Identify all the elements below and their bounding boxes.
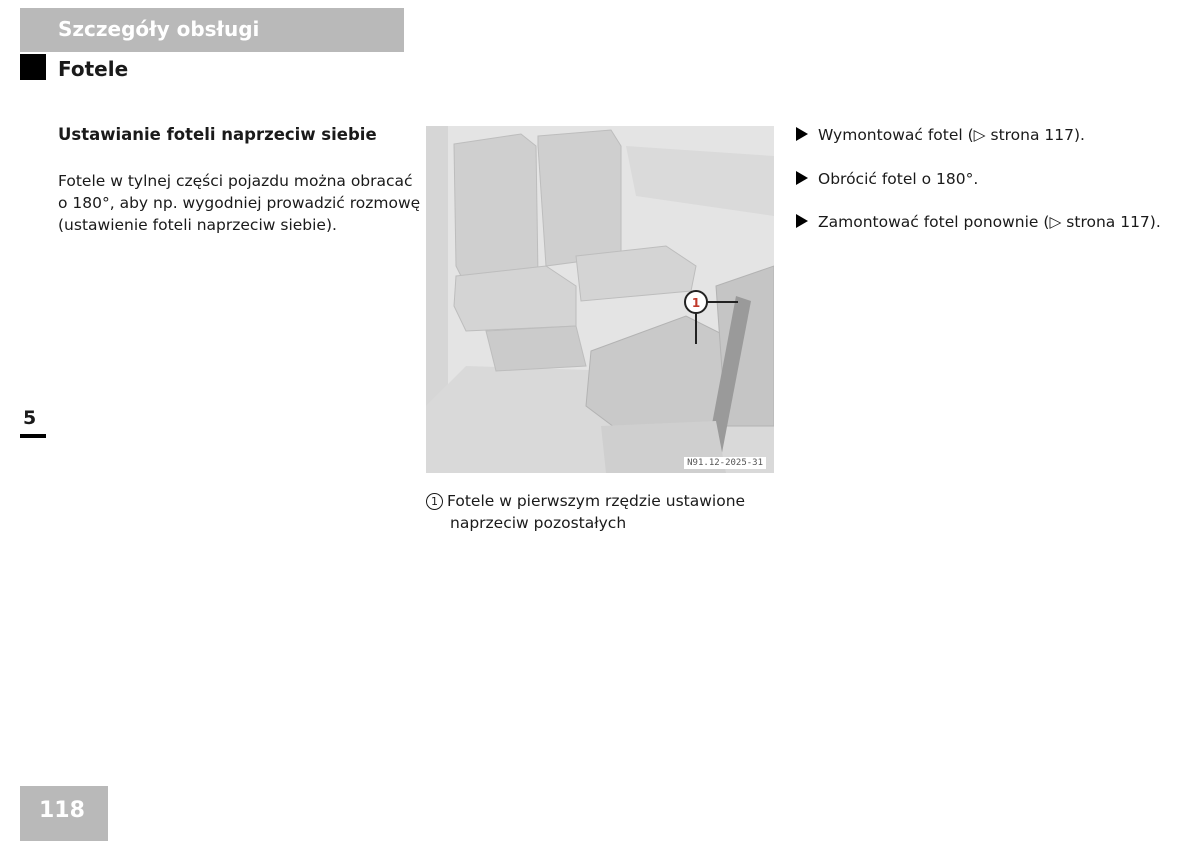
step-text: Zamontować fotel ponownie (▷ strona 117). [818,213,1161,231]
instruction-steps [796,124,1186,255]
page-number: 118 [39,798,85,823]
body-paragraph [58,170,421,236]
body-line: o 180°, aby np. wygodniej prowadzić rozmowę [58,194,421,212]
step-text: Wymontować fotel (▷ strona 117). [818,126,1085,144]
caption-line: Fotele w pierwszym rzędzie ustawione [447,492,746,510]
header-title: Szczegóły obsługi [58,17,260,41]
instruction-step [796,168,1186,190]
chapter-tab [20,404,46,438]
body-line: (ustawienie foteli naprzeciw siebie). [58,216,337,234]
arrow-bullet-icon [796,171,808,185]
chapter-number: 5 [23,407,37,429]
section-title: Fotele [58,57,129,81]
figure-code: N91.12-2025-31 [684,457,766,469]
section-marker [20,54,46,80]
figure-callout-number: 1 [691,296,701,310]
step-text: Obrócić fotel o 180°. [818,169,979,188]
arrow-bullet-icon [796,214,808,228]
header-bar [20,8,404,52]
subsection-heading: Ustawianie foteli naprzeciw siebie [58,125,377,144]
arrow-bullet-icon [796,127,808,141]
page-number-box [20,786,108,841]
seat-illustration-graphic [426,126,774,473]
body-line: Fotele w tylnej części pojazdu można obracać [58,172,413,190]
caption-line: naprzeciw pozostałych [450,514,627,532]
figure-caption [426,490,766,534]
caption-number-icon: 1 [426,493,443,510]
instruction-step [796,211,1186,233]
seat-illustration [426,126,774,473]
instruction-step [796,124,1186,146]
